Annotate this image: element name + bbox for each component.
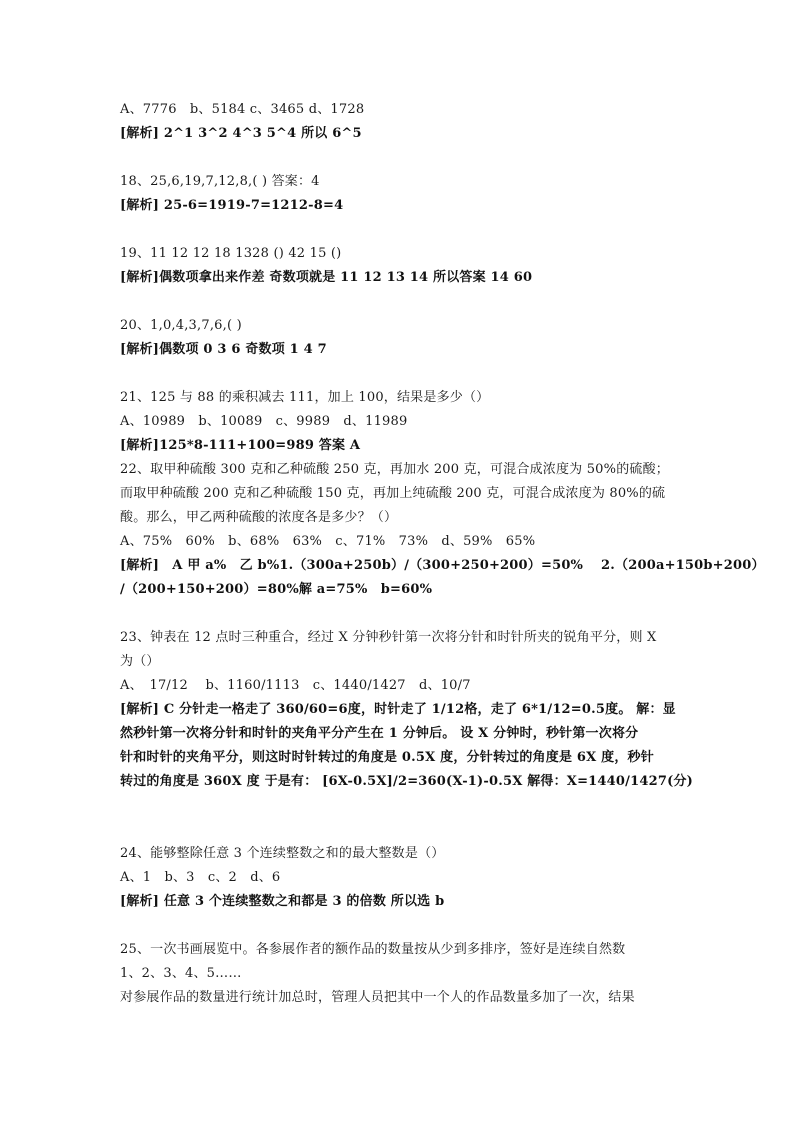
q19-analysis: [解析]偶数项拿出来作差 奇数项就是 11 12 13 14 所以答案 14 60 [120, 270, 533, 285]
q23-analysis-line-3: 针和时针的夹角平分，则这时时针转过的角度是 0.5X 度，分针转过的角度是 6X 度，秒针 [120, 750, 654, 765]
q20-question: 20、1,0,4,3,7,6,( ) [120, 318, 242, 333]
q24-question: 24、能够整除任意 3 个连续整数之和的最大整数是（） [120, 846, 445, 861]
q23-analysis-line-1: [解析] C 分针走一格走了 360/60=6度，时针走了 1/12格，走了 6*1/12=0.5度。 解：显 [120, 702, 676, 717]
q23-analysis-line-2: 然秒针第一次将分针和时针的夹角平分产生在 1 分钟后。 设 X 分钟时，秒针第一次将分 [120, 726, 639, 741]
document-page [120, 98, 765, 1010]
q22-question-line-1: 22、取甲种硫酸 300 克和乙种硫酸 250 克，再加水 200 克，可混合成浓度为 50%的硫酸； [120, 462, 670, 477]
q19-question: 19、11 12 12 18 1328 () 42 15 () [120, 246, 342, 261]
q24-analysis: [解析] 任意 3 个连续整数之和都是 3 的倍数 所以选 b [120, 894, 445, 909]
q18-analysis: [解析] 25-6=1919-7=1212-8=4 [120, 198, 344, 213]
q21-options: A、10989 b、10089 c、9989 d、11989 [120, 414, 408, 429]
q24-options: A、1 b、3 c、2 d、6 [120, 870, 281, 885]
q22-analysis-line-1: [解析] A 甲 a% 乙 b%1.（300a+250b）/（300+250+200）=50% 2.（200a+150b+200） [120, 558, 765, 573]
q21-analysis: [解析]125*8-111+100=989 答案 A [120, 438, 361, 453]
q25-question-line-2: 1、2、3、4、5…… [120, 966, 242, 981]
q22-options: A、75% 60% b、68% 63% c、71% 73% d、59% 65% [120, 534, 536, 549]
q23-question-line-2: 为（） [120, 654, 160, 669]
q20-analysis: [解析]偶数项 0 3 6 奇数项 1 4 7 [120, 342, 327, 357]
q22-analysis-line-2: /（200+150+200）=80%解 a=75% b=60% [120, 582, 433, 597]
q17-options: A、7776 b、5184 c、3465 d、1728 [120, 102, 365, 117]
q25-question-line-3: 对参展作品的数量进行统计加总时，管理人员把其中一个人的作品数量多加了一次，结果 [120, 990, 635, 1005]
q23-options: A、 17/12 b、1160/1113 c、1440/1427 d、10/7 [120, 678, 471, 693]
q17-analysis: [解析] 2^1 3^2 4^3 5^4 所以 6^5 [120, 126, 362, 141]
q21-question: 21、125 与 88 的乘积减去 111，加上 100，结果是多少（） [120, 390, 490, 405]
q18-question: 18、25,6,19,7,12,8,( ) 答案：4 [120, 174, 320, 189]
q23-analysis-line-4: 转过的角度是 360X 度 于是有： [6X-0.5X]/2=360(X-1)-0.5X 解得：X=1440/1427(分) [120, 774, 693, 789]
q22-question-line-2: 而取甲种硫酸 200 克和乙种硫酸 150 克，再加上纯硫酸 200 克，可混合成浓度为 80%的硫 [120, 486, 666, 501]
q23-question-line-1: 23、钟表在 12 点时三种重合，经过 X 分钟秒针第一次将分针和时针所夹的锐角平分，则 X [120, 630, 657, 645]
q22-question-line-3: 酸。那么，甲乙两种硫酸的浓度各是多少？（） [120, 510, 398, 525]
q25-question-line-1: 25、一次书画展览中。各参展作者的额作品的数量按从少到多排序，签好是连续自然数 [120, 942, 626, 957]
